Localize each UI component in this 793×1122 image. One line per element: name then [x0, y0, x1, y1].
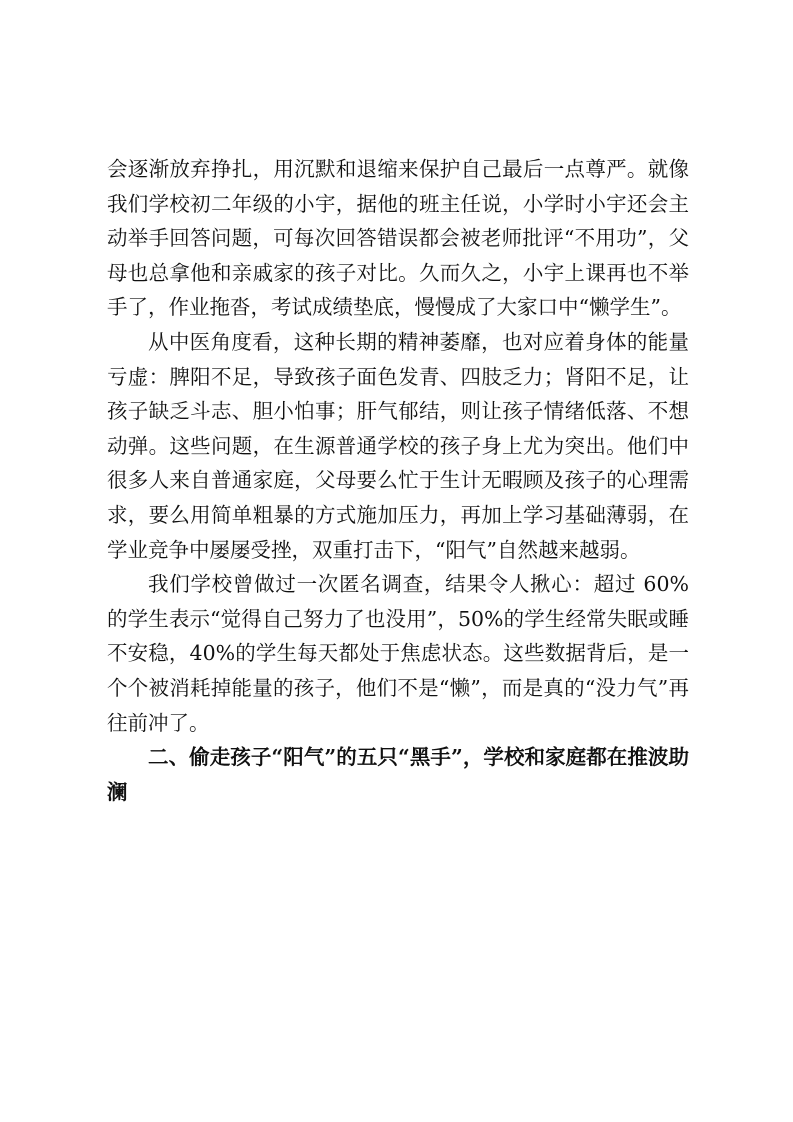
paragraph-continuation: 会逐渐放弃挣扎，用沉默和退缩来保护自己最后一点尊严。就像我们学校初二年级的小宇，据他的班主任说，小学时小宇还会主动举手回答问题，可每次回答错误都会被老师批评“不用功”，父母也总拿他和亲戚家的孩子对比。久而久之，小宇上课再也不举手了，作业拖沓，考试成绩垫底，慢慢成了大家口中“懒学生”。 — [107, 157, 689, 320]
paragraph-survey-results: 我们学校曾做过一次匿名调查，结果令人揪心：超过 60%的学生表示“觉得自己努力了也没用”，50%的学生经常失眠或睡不安稳，40%的学生每天都处于焦虑状态。这些数据背后，是一个个被消耗掉能量的孩子，他们不是“懒”，而是真的“没力气”再往前冲了。 — [107, 572, 689, 735]
document-page — [107, 152, 689, 809]
section-heading: 二、偷走孩子“阳气”的五只“黑手”，学校和家庭都在推波助澜 — [107, 745, 689, 804]
paragraph-tcm-perspective: 从中医角度看，这种长期的精神萎靡，也对应着身体的能量亏虚：脾阳不足，导致孩子面色发青、四肢乏力；肾阳不足，让孩子缺乏斗志、胆小怕事；肝气郁结，则让孩子情绪低落、不想动弹。这些问题，在生源普通学校的孩子身上尤为突出。他们中很多人来自普通家庭，父母要么忙于生计无暇顾及孩子的心理需求，要么用简单粗暴的方式施加压力，再加上学习基础薄弱，在学业竞争中屡屡受挫，双重打击下，“阳气”自然越来越弱。 — [107, 329, 689, 562]
